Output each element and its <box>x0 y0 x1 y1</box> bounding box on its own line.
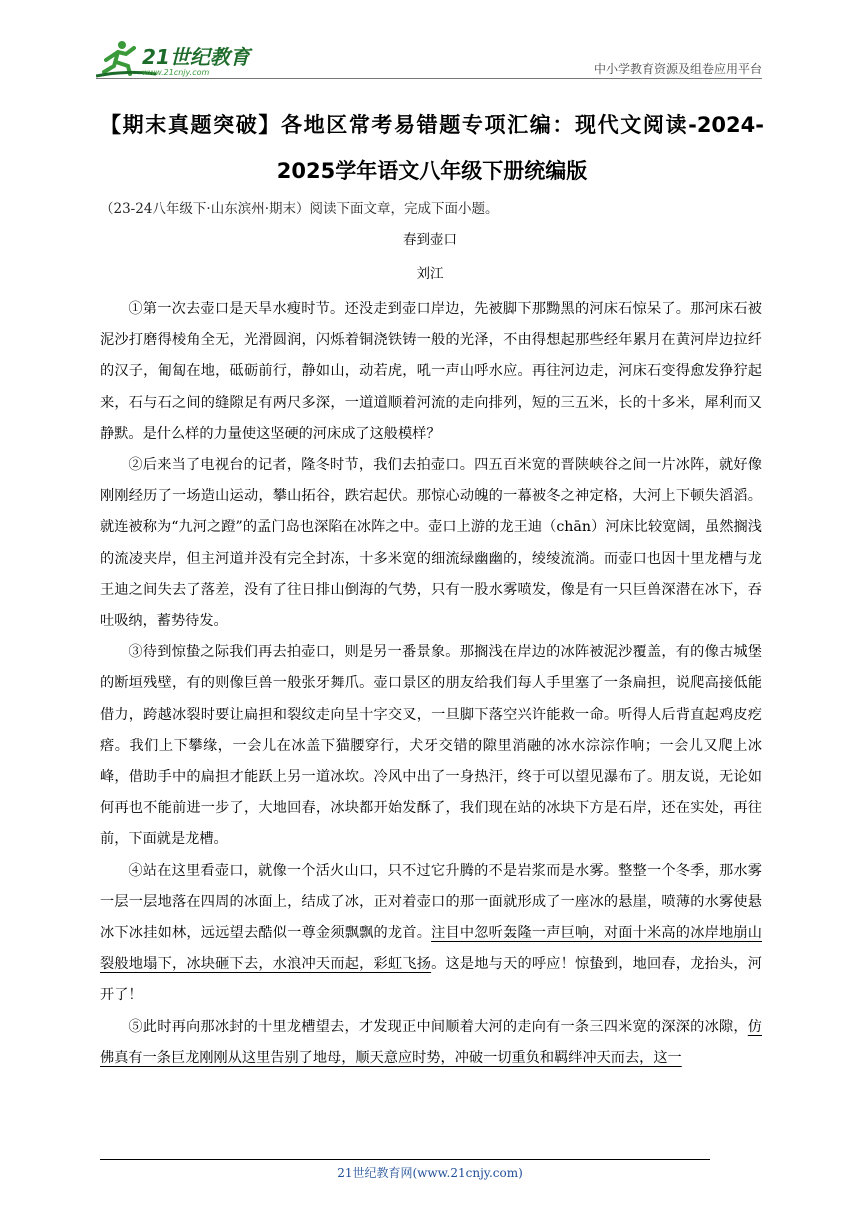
underlined-sentence-2: 仿佛真有一条巨龙刚刚从这里告别了地母，顺天意应时势，冲破一切重负和羁绊冲天而去，这一 <box>100 1018 762 1066</box>
paragraph-4-end: 。这是地与天的呼应！惊蛰到，地回春，龙抬头，河开了！ <box>100 956 762 1004</box>
source-line: （23-24八年级下·山东滨州·期末）阅读下面文章，完成下面小题。 <box>100 201 499 217</box>
logo-text: 21世纪教育 <box>142 45 250 69</box>
page-header <box>96 38 762 84</box>
article-author: 刘江 <box>416 266 444 282</box>
paragraph-4 <box>100 856 762 1012</box>
runner-logo-icon <box>96 38 266 80</box>
logo-url: www.21cnjy.com <box>142 68 210 77</box>
paragraph-5-text: ⑤此时再向那冰封的十里龙槽望去，才发现正中间顺着大河的走向有一条三四米宽的深深的冰隙， <box>128 1018 748 1035</box>
footer-divider <box>100 1159 710 1160</box>
header-divider <box>96 78 762 79</box>
article-title: 春到壶口 <box>403 232 457 248</box>
logo <box>96 38 266 78</box>
paragraph-1: ①第一次去壶口是天旱水瘦时节。还没走到壶口岸边，先被脚下那黝黑的河床石惊呆了。那河床石被泥沙打磨得棱角全无，光滑圆润，闪烁着铜浇铁铸一般的光泽，不由得想起那些经年累月在黄河岸边拉纤的汉子，匍匐在地，砥砺前行，静如山，动若虎，吼一声山呼水应。再往河边走，河床石变得愈发狰狞起来，石与石之间的缝隙足有两尺多深，一道道顺着河流的走向排列，短的三五米，长的十多米，犀利而又静默。是什么样的力量使这坚硬的河床成了这般模样？ <box>100 301 762 442</box>
article-body <box>100 294 762 1074</box>
page-footer: 21世纪教育网(www.21cnjy.com) <box>337 1166 523 1180</box>
paragraph-2: ②后来当了电视台的记者，隆冬时节，我们去拍壶口。四五百米宽的晋陕峡谷之间一片冰阵，就好像刚刚经历了一场造山运动，攀山拓谷，跌宕起伏。那惊心动魄的一幕被冬之神定格，大河上下顿失滔滔。就连被称为“九河之蹬”的孟门岛也深陷在冰阵之中。壶口上游的龙王迪（chān）河床比较宽阔，虽然搁浅的流凌夹岸，但主河道并没有完全封冻，十多米宽的细流绿幽幽的，绫绫流淌。而壶口也因十里龙槽与龙王迪之间失去了落差，没有了往日排山倒海的气势，只有一股水雾喷发，像是有一只巨兽深潜在冰下，吞吐吸纳，蓄势待发。 <box>100 457 762 630</box>
underlined-sentence: 注目中忽听轰隆一声巨响，对面十米高的冰岸地崩山裂般地塌下，冰块砸下去，水浪冲天而起，彩虹飞扬 <box>100 925 762 973</box>
paragraph-5 <box>100 1012 762 1074</box>
paragraph-3: ③待到惊蛰之际我们再去拍壶口，则是另一番景象。那搁浅在岸边的冰阵被泥沙覆盖，有的像古城堡的断垣残壁，有的则像巨兽一般张牙舞爪。壶口景区的朋友给我们每人手里塞了一条扁担，说爬高接低能借力，跨越冰裂时要让扁担和裂纹走向呈十字交叉，一旦脚下落空兴许能救一命。听得人后背直起鸡皮疙瘩。我们上下攀缘，一会儿在冰盖下猫腰穿行，犬牙交错的隙里消融的冰水淙淙作响；一会儿又爬上冰峰，借助手中的扁担才能跃上另一道冰坎。冷风中出了一身热汗，终于可以望见瀑布了。朋友说，无论如何再也不能前进一步了，大地回春，冰块都开始发酥了，我们现在站的冰块下方是石岸，还在实处，再往前，下面就是龙槽。 <box>100 644 762 848</box>
document-title: 【期末真题突破】各地区常考易错题专项汇编：现代文阅读-2024-2025学年语文八年级下册统编版 <box>100 113 764 183</box>
paragraph-4-text: ④站在这里看壶口，就像一个活火山口，只不过它升腾的不是岩浆而是水雾。整整一个冬季，那水雾一层一层地落在四周的冰面上，结成了冰，正对着壶口的那一面就形成了一座冰的悬崖，喷薄的水雾使悬冰下冰挂如林，远远望去酷似一尊金须飘飘的龙首。 <box>100 862 762 942</box>
site-name: 中小学教育资源及组卷应用平台 <box>593 62 762 76</box>
